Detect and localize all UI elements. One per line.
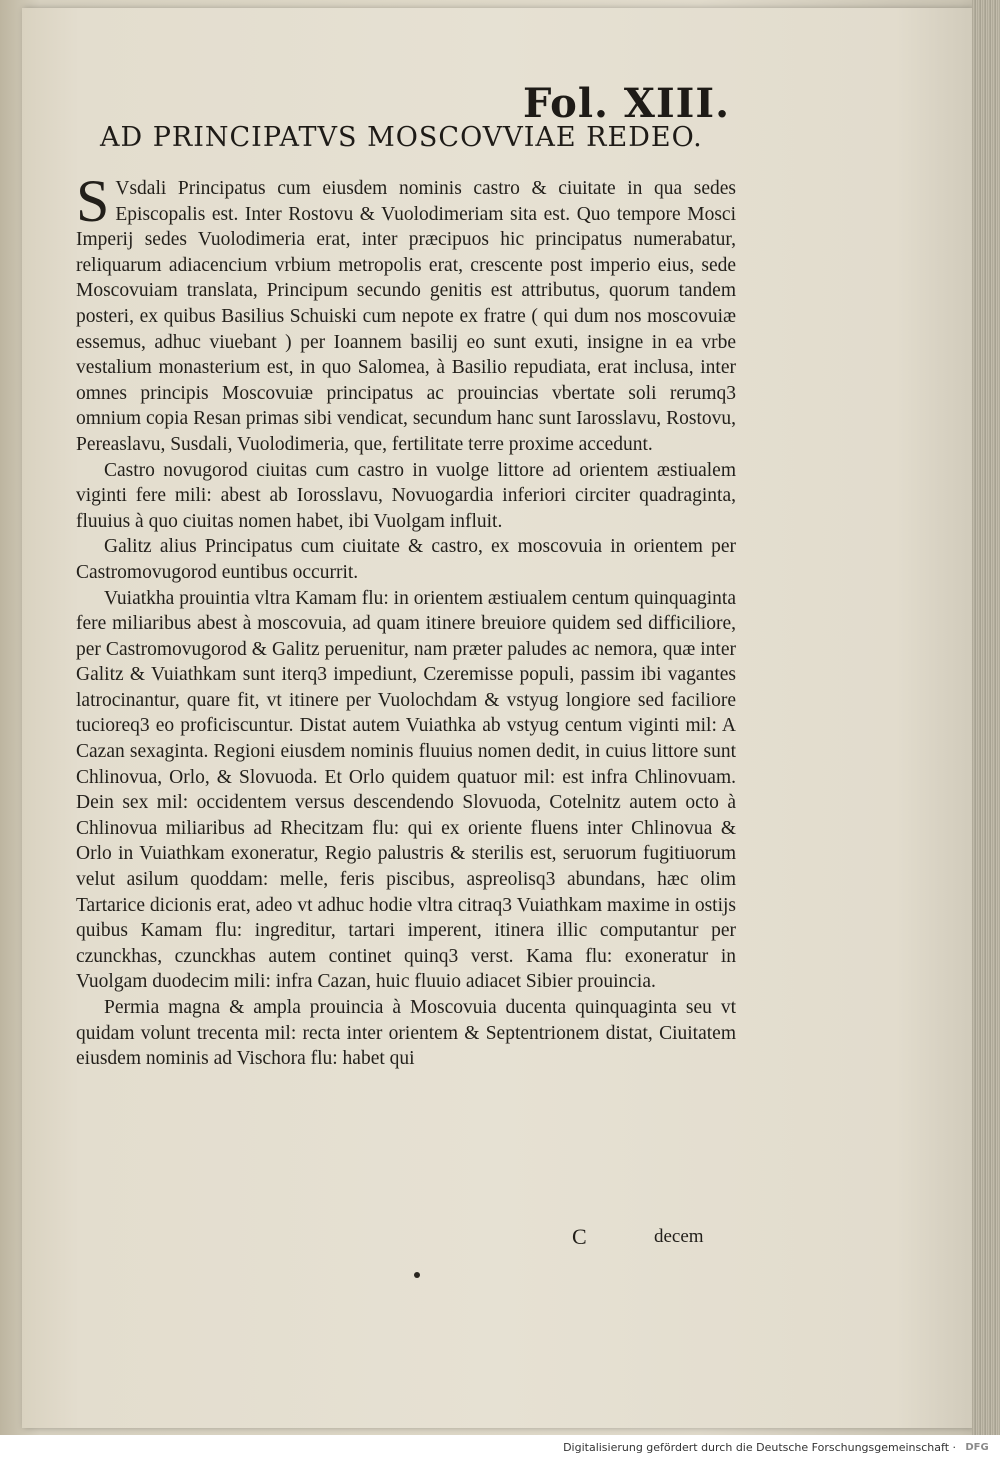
body-text <box>76 168 736 1072</box>
dfg-logo-icon <box>962 1440 992 1454</box>
digitization-credit: Digitalisierung gefördert durch die Deutsche Forschungsgemeinschaft · <box>563 1441 956 1454</box>
page-edges <box>972 0 1000 1435</box>
paragraph-text: Vsdali Principatus cum eiusdem nominis castro & ciuitate in qua sedes Episcopalis est. Inter Rostovu & Vuolodimeriam sita est. Quo tempore Mosci Imperij sedes Vuolodimeria erat, inter præcipuos hic principatus numerabatur, reliquarum adiacencium vrbium metropolis erat, crescente post imperio eius, sede Moscovuiam translata, Principum secundo genitis est attributus, quorum tandem posteri, ex quibus Basilius Schuiski cum nepote ex fratre ( qui dum nos moscovuiæ essemus, adhuc viuebant ) per Ioannem basilij eo sunt exuti, insigne in ea vrbe vestalium monasterium est, in quo Salomea, à Basilio repudiata, erat inclusa, inter omnes principis Moscovuiæ principatus ac prouincias vbertate soli rerumq3 omnium copia Resan primas sibi vendicat, secundum hanc sunt Iarosslavu, Rostovu, Pereaslavu, Susdali, Vuolodimeria, que, fertilitate terre proxime accedunt. <box>76 178 736 455</box>
paragraph-susdali <box>76 168 736 458</box>
chapter-heading: AD PRINCIPATVS MOSCOVVIAE REDEO. <box>100 122 703 153</box>
folio-number: Fol. XIII. <box>522 80 730 127</box>
dfg-logo-text: DFG <box>965 1441 989 1453</box>
ink-dot <box>414 1272 420 1278</box>
catchword: decem <box>654 1226 704 1247</box>
paragraph-galitz: Galitz alius Principatus cum ciuitate & castro, ex moscovuia in orientem per Castromovugorod euntibus occurrit. <box>76 536 736 583</box>
drop-cap: S <box>76 168 110 234</box>
paragraph-vuiatkha: Vuiatkha prouintia vltra Kamam flu: in orientem æstiualem centum quinquaginta fere miliaribus abest à moscovuia, ad quam itinere breuiore quidem sed difficiliore, per Castromovugorod & Galitz peruenitur, nam præter paludes ac nemora, quæ inter Galitz & Vuiathkam sunt iterq3 impediunt, Czeremisse populi, passim ibi vagantes latrocinantur, quare fit, vt itinere per Vuolochdam & vstyug longiore sed faciliore tucioreq3 eo proficiscuntur. Distat autem Vuiathka ab vstyug centum viginti mil: A Cazan sexaginta. Regioni eiusdem nominis fluuius nomen dedit, in cuius littore sunt Chlinovua, Orlo, & Slovuoda. Et Orlo quidem quatuor mil: est infra Chlinovuam. Dein sex mil: occidentem versus descendendo Slovuoda, Cotelnitz autem octo à Chlinovua miliaribus ad Rhecitzam flu: qui ex oriente fluens inter Chlinovua & Orlo in Vuiathkam exoneratur, Regio palustris & sterilis est, seruorum fugitiuorum velut asilum quoddam: melle, feris piscibus, aspreolisq3 abundans, hæc olim Tartarice dicionis erat, adeo vt adhuc hodie vltra citraq3 Vuiathkam maxime in ostijs quibus Kamam flu: ingreditur, tartari imperent, itinera illic computantur per czunckhas, czunckhas autem continet quinq3 verst. Kama flu: exoneratur in Vuolgam duodecim mili: infra Cazan, huic fluuio adiacet Sibier prouincia. <box>76 587 736 993</box>
signature-mark: C <box>572 1224 587 1249</box>
paragraph-permia: Permia magna & ampla prouincia à Moscovuia ducenta quinquaginta seu vt quidam volunt trecenta mil: recta inter orientem & Septentrionem distat, Ciuitatem eiusdem nominis ad Vischora flu: habet qui <box>76 997 736 1070</box>
paragraph-castro-novugorod: Castro novugorod ciuitas cum castro in vuolge littore ad orientem æstiualem viginti fere mili: abest ab Iorosslavu, Novuogardia inferiori circiter quadraginta, fluuius à quo ciuitas nomen habet, ibi Vuolgam influit. <box>76 459 736 532</box>
